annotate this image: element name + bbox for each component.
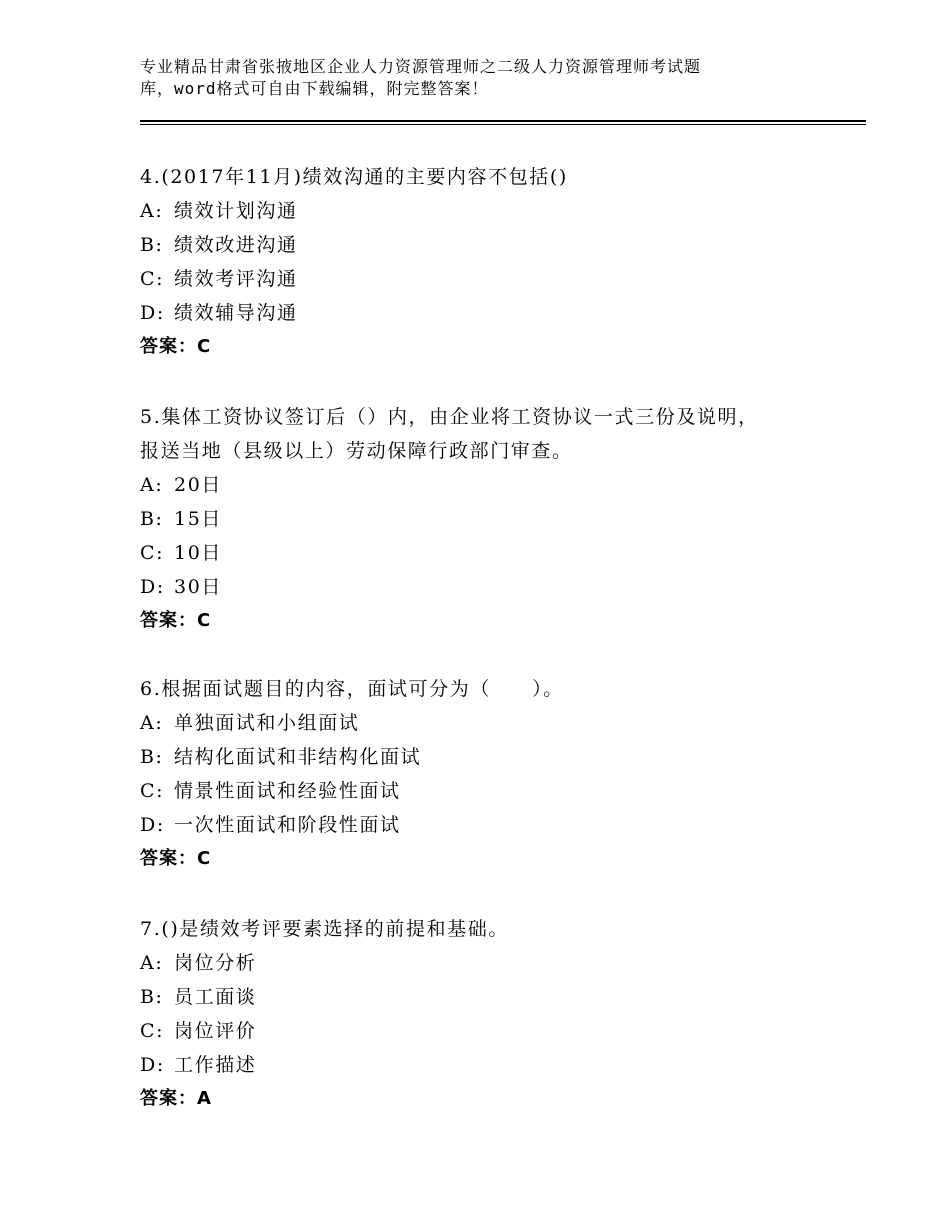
option-a (140, 194, 840, 228)
option-letter: B: (140, 508, 164, 530)
option-a (140, 706, 840, 740)
option-letter: D: (140, 1054, 165, 1076)
option-text: 20日 (174, 474, 222, 496)
option-d (140, 808, 840, 842)
option-b (140, 740, 840, 774)
option-text: 30日 (174, 576, 222, 598)
option-a (140, 468, 840, 502)
option-text: 绩效改进沟通 (174, 234, 298, 256)
option-letter: A: (140, 712, 164, 734)
option-text: 工作描述 (174, 1054, 257, 1076)
answer-label: 答案： (140, 336, 197, 357)
option-c (140, 536, 840, 570)
header-title-line-1: 专业精品甘肃省张掖地区企业人力资源管理师之二级人力资源管理师考试题 (140, 57, 702, 76)
header-divider-bottom (140, 124, 866, 125)
option-letter: D: (140, 576, 165, 598)
question-stem: 4.(2017年11月)绩效沟通的主要内容不包括() (140, 166, 568, 188)
option-letter: C: (140, 268, 165, 290)
answer-line (140, 604, 840, 638)
option-text: 15日 (174, 508, 222, 530)
option-b (140, 228, 840, 262)
option-letter: A: (140, 200, 164, 222)
option-d (140, 570, 840, 604)
answer-line (140, 1082, 840, 1116)
option-text: 10日 (174, 542, 222, 564)
option-text: 岗位评价 (174, 1020, 257, 1042)
option-b (140, 980, 840, 1014)
answer-line (140, 842, 840, 876)
option-letter: C: (140, 1020, 165, 1042)
option-letter: D: (140, 814, 165, 836)
option-letter: C: (140, 542, 165, 564)
option-c (140, 774, 840, 808)
option-a (140, 946, 840, 980)
answer-value: A (197, 1088, 212, 1109)
question-block (140, 160, 840, 364)
answer-value: C (197, 610, 212, 631)
option-text: 一次性面试和阶段性面试 (174, 814, 401, 836)
header-divider-top (140, 120, 866, 122)
option-text: 岗位分析 (174, 952, 257, 974)
question-stem: 6.根据面试题目的内容，面试可分为（ ）。 (140, 678, 564, 700)
answer-value: C (197, 336, 212, 357)
option-letter: A: (140, 474, 164, 496)
answer-value: C (197, 848, 212, 869)
option-letter: B: (140, 986, 164, 1008)
option-text: 绩效计划沟通 (174, 200, 298, 222)
option-letter: A: (140, 952, 164, 974)
option-d (140, 296, 840, 330)
option-d (140, 1048, 840, 1082)
answer-label: 答案： (140, 1088, 197, 1109)
option-text: 绩效考评沟通 (174, 268, 298, 290)
option-b (140, 502, 840, 536)
option-text: 单独面试和小组面试 (174, 712, 360, 734)
option-letter: C: (140, 780, 165, 802)
document-header (140, 56, 780, 100)
question-block (140, 400, 840, 638)
header-title-line-2: 库，word格式可自由下载编辑，附完整答案！ (140, 79, 489, 98)
option-letter: D: (140, 302, 165, 324)
option-text: 结构化面试和非结构化面试 (174, 746, 422, 768)
answer-label: 答案： (140, 610, 197, 631)
option-letter: B: (140, 234, 164, 256)
question-stem: 5.集体工资协议签订后（）内，由企业将工资协议一式三份及说明， (140, 406, 759, 428)
answer-label: 答案： (140, 848, 197, 869)
option-letter: B: (140, 746, 164, 768)
question-block (140, 672, 840, 876)
question-stem: 7.()是绩效考评要素选择的前提和基础。 (140, 918, 509, 940)
option-text: 员工面谈 (174, 986, 257, 1008)
answer-line (140, 330, 840, 364)
option-text: 情景性面试和经验性面试 (174, 780, 401, 802)
question-block (140, 912, 840, 1116)
question-stem-continued: 报送当地（县级以上）劳动保障行政部门审查。 (140, 440, 573, 462)
option-c (140, 1014, 840, 1048)
option-c (140, 262, 840, 296)
option-text: 绩效辅导沟通 (174, 302, 298, 324)
